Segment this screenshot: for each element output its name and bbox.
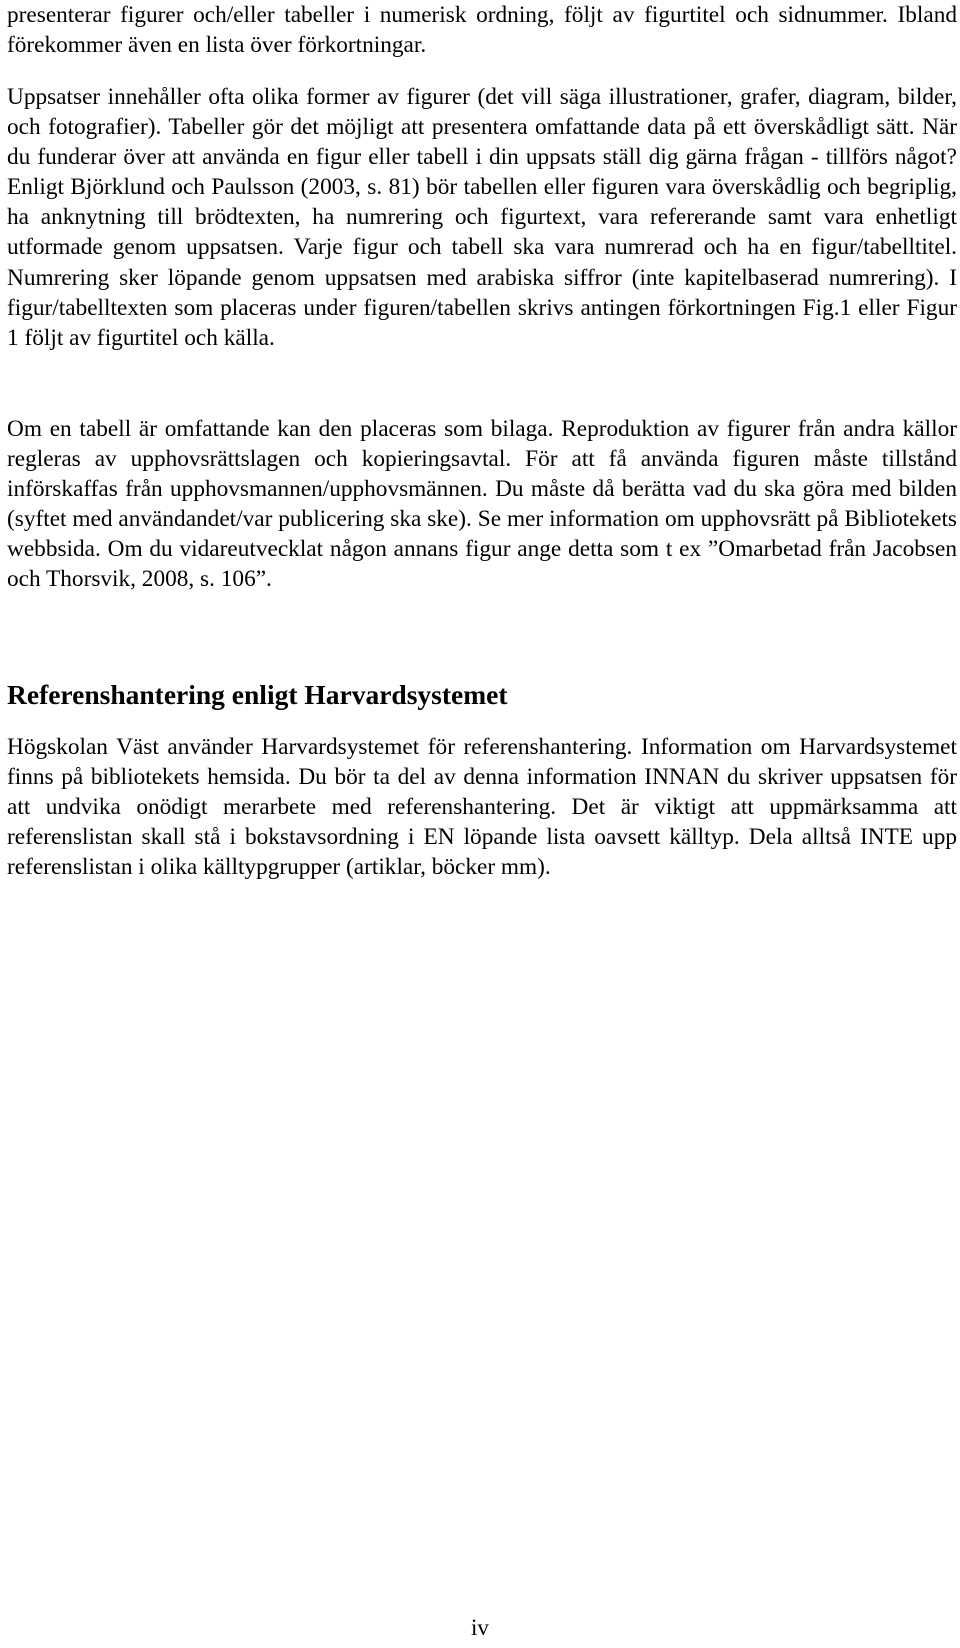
paragraph-figures-and-tables: Uppsatser innehåller ofta olika former av figurer (det vill säga illustrationer, grafer, diagram, bilder, och fotografier). Tabeller gör det möjligt att presentera omfattande data på ett överskådligt sätt. När du funderar över att använda en figur eller tabell i din uppsats ställ dig gärna frågan - tillförs något? Enligt Björklund och Paulsson (2003, s. 81) bör tabellen eller figuren vara överskådlig och begriplig, ha anknytning till brödtexten, ha numrering och figurtext, vara refererande samt vara enhetligt utformade genom uppsatsen. Varje figur och tabell ska vara numrerad och ha en figur/tabelltitel. Numrering sker löpande genom uppsatsen med arabiska siffror (inte kapitelbaserad numrering). I figur/tabelltexten som placeras under figuren/tabellen skrivs antingen förkortningen Fig.1 eller Figur 1 följt av figurtitel och källa. [7,84,957,351]
paragraph-harvard-system: Högskolan Väst använder Harvardsystemet för referenshantering. Information om Harvardsystemet finns på bibliotekets hemsida. Du bör ta del av denna information INNAN du skriver uppsatsen för att undvika onödigt merarbete med referenshantering. Det är viktigt att uppmärksamma att referenslistan skall stå i bokstavsordning i EN löpande lista oavsett källtyp. Dela alltså INTE upp referenslistan i olika källtypgrupper (artiklar, böcker mm). [7,734,957,881]
section-heading: Referenshantering enligt Harvardsystemet [7,679,508,710]
page-number: iv [471,1615,489,1640]
paragraph-copyright: Om en tabell är omfattande kan den placeras som bilaga. Reproduktion av figurer från andra källor regleras av upphovsrättslagen och kopieringsavtal. För att få använda figuren måste tillstånd införskaffas från upphovsmannen/upphovsmännen. Du måste då berätta vad du ska göra med bilden (syftet med användandet/var publicering ska ske). Se mer information om upphovsrätt på Bibliotekets webbsida. Om du vidareutvecklat någon annans figur ange detta som t ex ”Omarbetad från Jacobsen och Thorsvik, 2008, s. 106”. [7,416,957,593]
paragraph-figure-list-continuation: presenterar figurer och/eller tabeller i numerisk ordning, följt av figurtitel och sidnummer. Ibland förekommer även en lista över förkortningar. [7,2,957,59]
